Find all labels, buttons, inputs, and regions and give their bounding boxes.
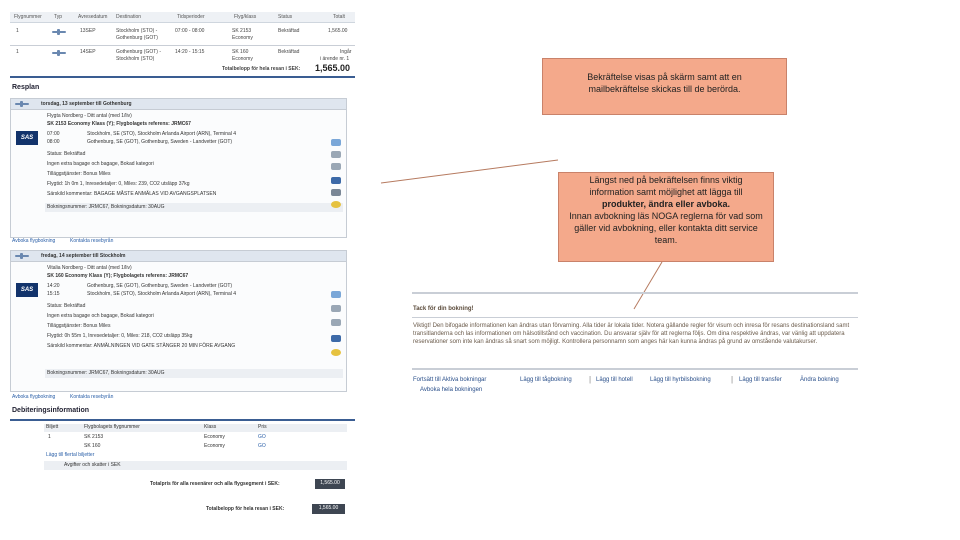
row-class: Economy <box>232 35 253 41</box>
leg-status: Status: Bekräftad <box>47 151 86 157</box>
col-header: Avresedatum <box>78 14 108 20</box>
row-time: 14:20 - 15:15 <box>175 49 205 55</box>
leg-status: Status: Bekräftad <box>47 303 86 309</box>
detail-flight: SK 2153 <box>84 434 104 440</box>
leg-date: torsdag, 13 september till Gothenburg <box>41 101 132 107</box>
divider <box>412 368 858 370</box>
row-num: 1 <box>16 49 19 55</box>
leg-info: Tilläggstjänster: Bonus Miles <box>47 323 111 329</box>
total-label: Totalbelopp för hela resan i SEK: <box>222 66 301 72</box>
col-header: Flygnummer <box>14 14 42 20</box>
leg-passenger: Flygta Nordberg - Ditt antal (med 1/liv) <box>47 113 132 119</box>
arr-place: Gothenburg, SE (GOT), Gothenburg, Sweden - Landvetter (GOT) <box>87 139 233 145</box>
row-dest: Stockholm (STO) - <box>116 28 158 34</box>
col-header: Tidsperioder <box>177 14 205 20</box>
section-title: Resplan <box>12 84 40 91</box>
arr-place: Stockholm, SE (STO), Stockholm Arlanda Airport (ARN), Terminal 4 <box>87 291 237 297</box>
connector-line <box>634 262 662 309</box>
cancel-booking-link[interactable]: Avboka hela bokningen <box>420 387 483 393</box>
callout-bold: produkter, ändra eller avboka. <box>601 199 731 209</box>
detail-price[interactable]: GO <box>258 434 266 440</box>
row-dest: Stockholm (STO) <box>116 56 155 62</box>
connector-line <box>381 160 558 183</box>
active-bookings-link[interactable]: Fortsätt till Aktiva bokningar <box>413 377 487 383</box>
detail-class: Economy <box>204 434 225 440</box>
leg-footer-text: Bokningsnummer: JRMC67, Bokningsdatum: 30AUG <box>47 370 165 376</box>
divider <box>412 292 858 294</box>
leg-info: Ingen extra bagage och bagage, Bokad kategori <box>47 161 154 167</box>
col-header: Typ <box>54 14 63 20</box>
dep-time: 07:00 <box>47 131 60 137</box>
grand-total: 1,565.00 <box>312 504 345 514</box>
add-transfer-link[interactable]: Lägg till transfer <box>739 377 782 383</box>
detail-class: Economy <box>204 443 225 449</box>
leg-footer-text: Bokningsnummer: JRMC67, Bokningsdatum: 30AUG <box>47 204 165 210</box>
row-date: 13SEP <box>80 28 96 34</box>
col-header: Totalt <box>333 14 345 20</box>
add-tickets-link[interactable]: Lägg till flertal biljetter <box>46 452 95 458</box>
sas-logo: SAS <box>16 283 38 297</box>
cancel-flight-link[interactable]: Avboka flygbokning <box>12 394 56 400</box>
row-dest: Gothenburg (GOT) <box>116 35 158 41</box>
col-header: Flygbolagets flygnummer <box>84 424 140 430</box>
leg-date: fredag, 14 september till Stockholm <box>41 253 126 259</box>
row-num: 1 <box>16 28 19 34</box>
row-flight: SK 2153 <box>232 28 252 34</box>
col-header: Status <box>278 14 293 20</box>
col-header: Destination <box>116 14 142 20</box>
detail-price[interactable]: GO <box>258 443 266 449</box>
summary-total-label: Totalpris för alla resenärer och alla flygsegment i SEK: <box>150 481 280 487</box>
row-class: Economy <box>232 56 253 62</box>
add-car-rental-link[interactable]: Lägg till hyrbilsbokning <box>650 377 711 383</box>
leg-info: Flygtid: 0h 55m 1, Inresedetaljer: 0, Miles: 218, CO2 utsläpp 35kg <box>47 333 193 339</box>
leg-passenger: Vitalia Nordberg - Ditt antal (med 1/liv) <box>47 265 132 271</box>
leg-info: Särskild kommentar: ANMÄLNINGEN VID GATE STÄNGER 20 MIN FÖRE AVGANG <box>47 343 236 349</box>
section-title: Debiteringsinformation <box>12 407 90 414</box>
grand-total-label: Totalbelopp för hela resan i SEK: <box>206 506 285 512</box>
arr-time: 15:15 <box>47 291 60 297</box>
sas-logo: SAS <box>16 131 38 145</box>
row-total-note: i ärende nr. 1 <box>320 56 350 62</box>
detail-ticket: 1 <box>48 434 51 440</box>
col-header: Pris <box>258 424 267 430</box>
leg-flight: SK 160 Economy Klass (Y); Flygbolagets referens: JRMC67 <box>47 273 189 279</box>
divider <box>412 317 858 318</box>
row-status: Bekräftad <box>278 49 300 55</box>
add-hotel-link[interactable]: Lägg till hotell <box>596 377 633 383</box>
add-train-link[interactable]: Lägg till tågbokning <box>520 377 572 383</box>
col-header: Biljett <box>46 424 59 430</box>
change-booking-link[interactable]: Ändra bokning <box>800 377 839 383</box>
row-total: Ingår <box>340 49 352 55</box>
detail-flight: SK 160 <box>84 443 101 449</box>
arr-time: 08:00 <box>47 139 60 145</box>
dep-place: Gothenburg, SE (GOT), Gothenburg, Sweden - Landvetter (GOT) <box>87 283 233 289</box>
important-notice: Viktigt! Den bifogade informationen kan ändras utan förvarning. Alla tider är lokala tider. Notera gällande regler för visum och inresa för resans destinationsland samt transitlanderna och las informationen om hälsotillstånd och vaccination. Du ansvarar själv för att reglerna följs. Om dina respektive ändras, var vänlig att uppdatera reservationer som inte kan ändras så snart som möjligt. Kontrollera personnamn som anges här kan kunna ändras på grund av omstående valutakurser. <box>413 323 850 345</box>
leg-info: Särskild kommentar: BAGAGE MÅSTE ANMÄLAS VID AVGANGSPLATSEN <box>47 191 217 197</box>
col-header: Klass <box>204 424 217 430</box>
col-header: Flyg/klass <box>234 14 257 20</box>
row-date: 14SEP <box>80 49 96 55</box>
row-dest: Gothenburg (GOT) - <box>116 49 162 55</box>
leg-flight: SK 2153 Economy Klass (Y); Flygbolagets referens: JRMC67 <box>47 121 191 127</box>
callout-text: Innan avbokning läs NOGA reglerna för vad som gäller vid avbokning, eller kontakta ditt service team. <box>569 211 763 245</box>
total-value: 1,565.00 <box>315 63 351 73</box>
contact-agency-link[interactable]: Kontakta resebyrån <box>70 238 114 244</box>
callout-cancel-info <box>558 172 774 262</box>
thanks-text: Tack för din bokning! <box>413 306 474 312</box>
row-flight: SK 160 <box>232 49 249 55</box>
leg-info: Tilläggstjänster: Bonus Miles <box>47 171 111 177</box>
callout-text: Längst ned på bekräftelsen finns viktig information samt möjlighet att lägga till <box>589 175 743 197</box>
row-status: Bekräftad <box>278 28 300 34</box>
leg-info: Ingen extra bagage och bagage, Bokad kategori <box>47 313 154 319</box>
leg-info: Flygtid: 1h 0m 1, Inresedetaljer: 0, Miles: 239, CO2 utsläpp 37kg <box>47 181 190 187</box>
cancel-flight-link[interactable]: Avboka flygbokning <box>12 238 56 244</box>
summary-total: 1,565.00 <box>315 479 345 489</box>
row-total: 1,565.00 <box>328 28 348 34</box>
dep-place: Stockholm, SE (STO), Stockholm Arlanda Airport (ARN), Terminal 4 <box>87 131 237 137</box>
fees-label: Avgifter och skatter i SEK <box>64 462 121 468</box>
callout-confirmation: Bekräftelse visas på skärm samt att en mailbekräftelse skickas till de berörda. <box>542 58 787 115</box>
contact-agency-link[interactable]: Kontakta resebyrån <box>70 394 114 400</box>
row-time: 07:00 - 08:00 <box>175 28 205 34</box>
dep-time: 14:20 <box>47 283 60 289</box>
